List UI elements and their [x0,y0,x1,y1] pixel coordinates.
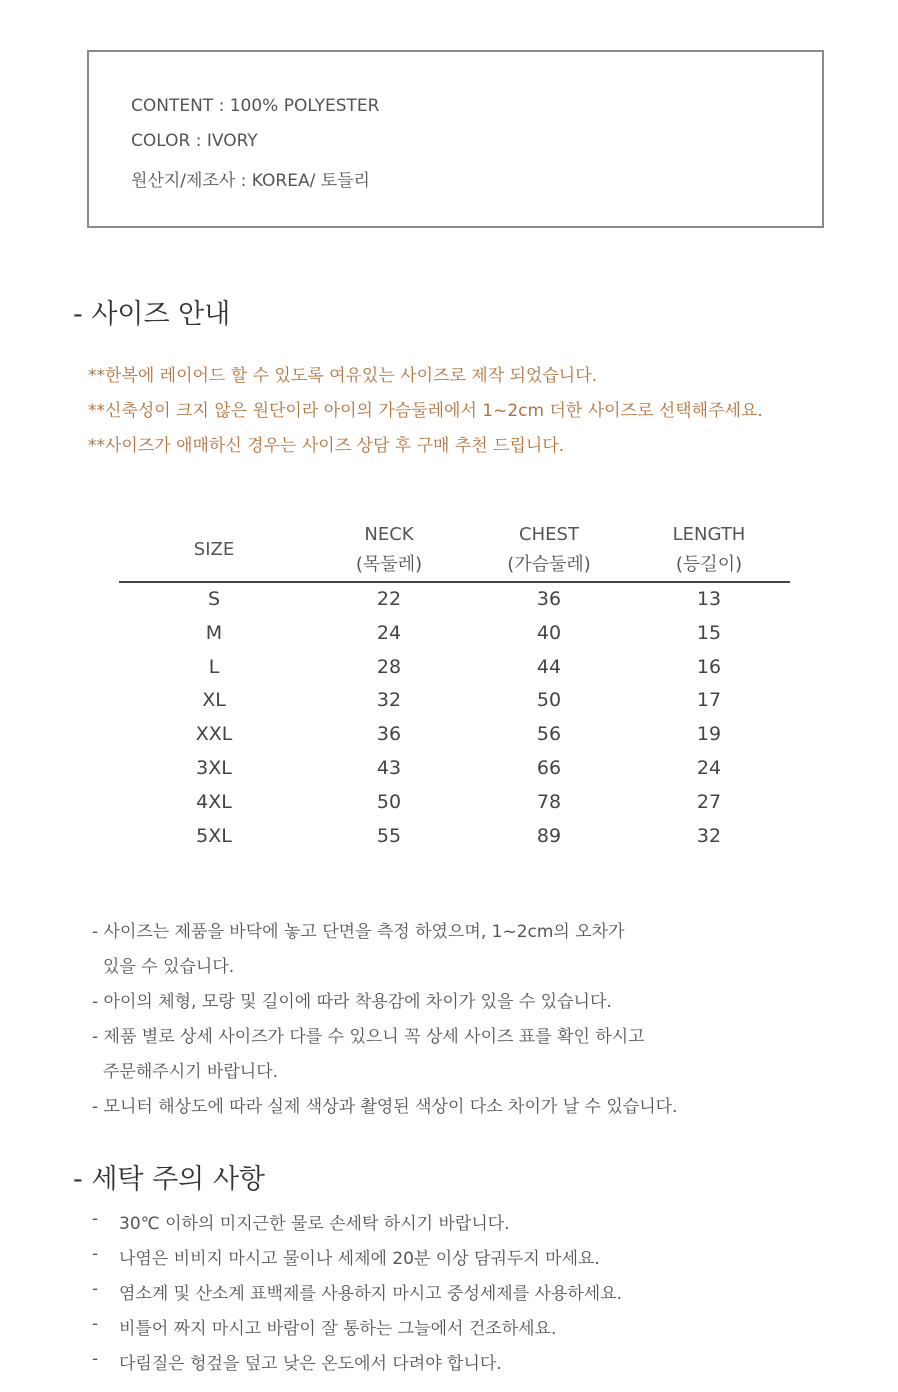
cell-neck: 36 [376,723,402,745]
header-chest-sub: (가슴둘레) [507,554,591,575]
wash-bullet: - [92,1244,99,1264]
disclaimer-1-cont: 있을 수 있습니다. [103,957,235,977]
table-row [119,819,790,853]
cell-chest: 36 [536,588,562,610]
disclaimer-4: - 모니터 해상도에 따라 실제 색상과 촬영된 색상이 다소 차이가 날 수 있습니다. [92,1097,678,1117]
table-row [119,717,790,751]
cell-chest: 40 [536,622,562,644]
cell-size: M [205,622,223,644]
cell-size: XL [202,689,226,711]
size-note-2: **신축성이 크지 않은 원단이라 아이의 가슴둘레에서 1~2cm 더한 사이즈로 선택해주세요. [88,401,763,421]
origin-info: 원산지/제조사 : KOREA/ 토들리 [131,171,370,191]
cell-size: 4XL [196,791,232,813]
disclaimer-3: - 제품 별로 상세 사이즈가 다를 수 있으니 꼭 상세 사이즈 표를 확인 하시고 [92,1027,645,1047]
disclaimer-3-cont: 주문해주시기 바랍니다. [103,1062,279,1082]
disclaimer-2: - 아이의 체형, 모랑 및 길이에 따라 착용감에 차이가 있을 수 있습니다. [92,992,612,1012]
header-size: SIZE [193,539,235,560]
cell-chest: 44 [536,656,562,678]
cell-size: S [207,588,221,610]
table-row [119,751,790,785]
cell-length: 19 [696,723,722,745]
cell-chest: 56 [536,723,562,745]
disclaimer-1: - 사이즈는 제품을 바닥에 놓고 단면을 측정 하였으며, 1~2cm의 오차가 [92,922,625,942]
cell-length: 32 [696,825,722,847]
cell-size: 3XL [196,757,232,779]
cell-neck: 32 [376,689,402,711]
wash-care-title: - 세탁 주의 사항 [73,1164,265,1195]
cell-chest: 50 [536,689,562,711]
table-row [119,650,790,684]
size-note-1: **한복에 레이어드 할 수 있도록 여유있는 사이즈로 제작 되었습니다. [88,366,598,386]
wash-item-5: 다림질은 헝겊을 덮고 낮은 온도에서 다려야 합니다. [119,1354,502,1374]
cell-neck: 28 [376,656,402,678]
wash-item-2: 나염은 비비지 마시고 물이나 세제에 20분 이상 담궈두지 마세요. [119,1249,600,1269]
header-neck: NECK [364,524,414,545]
cell-chest: 66 [536,757,562,779]
cell-length: 15 [696,622,722,644]
wash-item-1: 30℃ 이하의 미지근한 물로 손세탁 하시기 바랍니다. [119,1214,510,1234]
wash-item-4: 비틀어 짜지 마시고 바람이 잘 통하는 그늘에서 건조하세요. [119,1319,557,1339]
cell-neck: 24 [376,622,402,644]
header-neck-sub: (목둘레) [355,554,423,575]
cell-length: 27 [696,791,722,813]
product-info-box [87,50,824,228]
wash-bullet: - [92,1279,99,1299]
cell-length: 13 [696,588,722,610]
header-length: LENGTH [672,524,746,545]
header-length-sub: (등길이) [675,554,743,575]
cell-chest: 89 [536,825,562,847]
header-chest: CHEST [519,524,579,545]
color-info: COLOR : IVORY [131,131,258,151]
cell-size: 5XL [196,825,232,847]
table-row [119,785,790,819]
cell-neck: 22 [376,588,402,610]
cell-length: 17 [696,689,722,711]
cell-neck: 55 [376,825,402,847]
cell-neck: 50 [376,791,402,813]
wash-bullet: - [92,1314,99,1334]
table-row [119,582,790,616]
cell-length: 24 [696,757,722,779]
cell-neck: 43 [376,757,402,779]
wash-bullet: - [92,1349,99,1369]
size-guide-title: - 사이즈 안내 [73,299,231,330]
cell-length: 16 [696,656,722,678]
cell-size: XXL [195,723,233,745]
content-info: CONTENT : 100% POLYESTER [131,96,380,116]
size-note-3: **사이즈가 애매하신 경우는 사이즈 상담 후 구매 추천 드립니다. [88,436,565,456]
table-row [119,683,790,717]
table-row [119,616,790,650]
cell-size: L [208,656,220,678]
wash-bullet: - [92,1209,99,1229]
cell-chest: 78 [536,791,562,813]
wash-item-3: 염소계 및 산소계 표백제를 사용하지 마시고 중성세제를 사용하세요. [119,1284,623,1304]
